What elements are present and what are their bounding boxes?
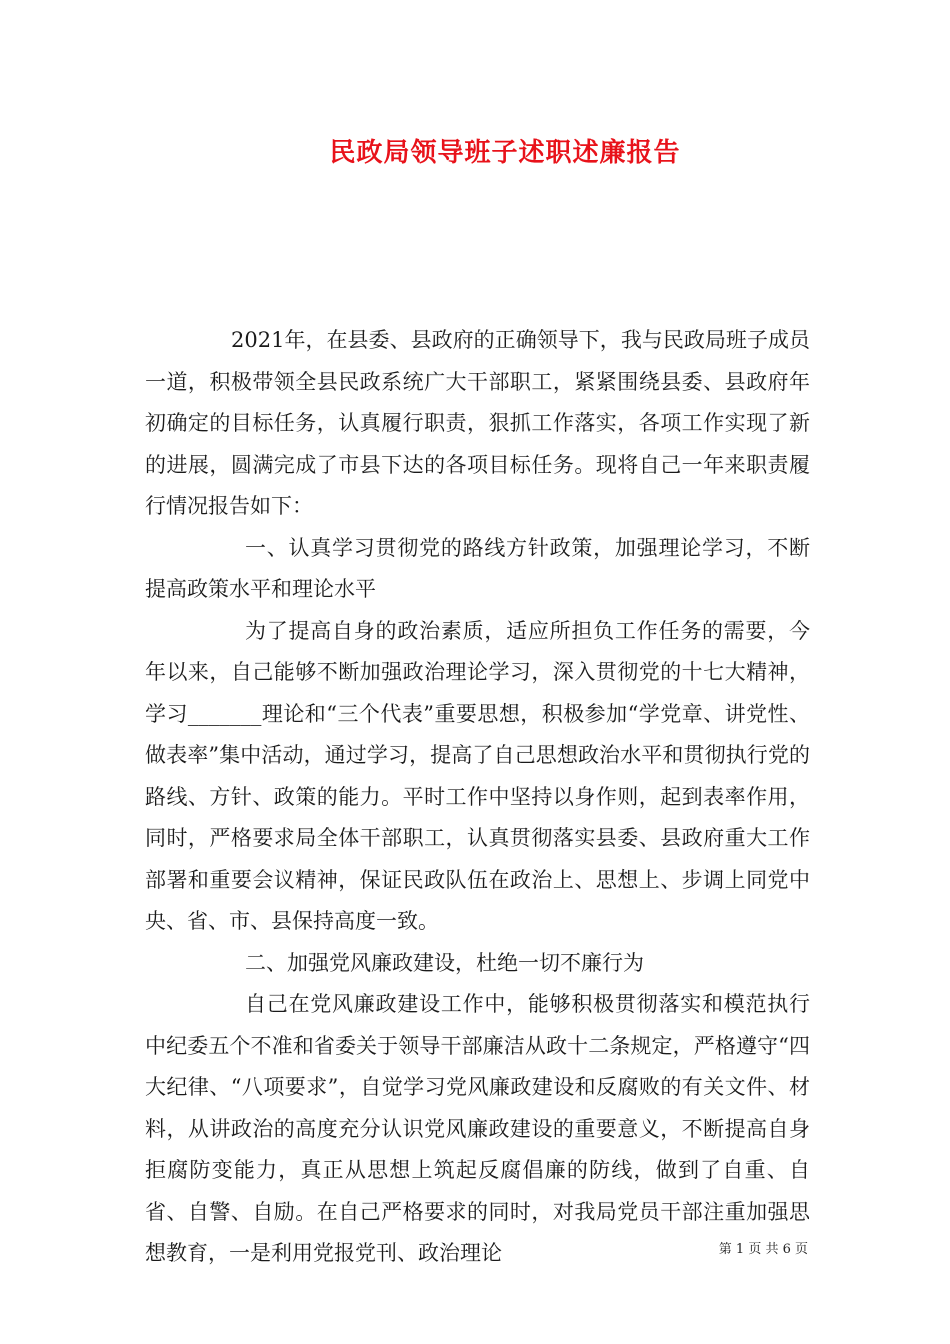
paragraph-section-1: 为了提高自身的政治素质，适应所担负工作任务的需要，今年以来，自己能够不断加强政治理论学习，深入贯彻党的十七大精神，学习_______理论和“三个代表”重要思想，积极参加“学党章、讲党性、做表率”集中活动，通过学习，提高了自己思想政治水平和贯彻执行党的路线、方针、政策的能力。平时工作中坚持以身作则，起到表率作用，同时，严格要求局全体干部职工，认真贯彻落实县委、县政府重大工作部署和重要会议精神，保证民政队伍在政治上、思想上、步调上同党中央、省、市、县保持高度一致。: [145, 618, 810, 933]
paragraph-intro: 2021年，在县委、县政府的正确领导下，我与民政局班子成员一道，积极带领全县民政系统广大干部职工，紧紧围绕县委、县政府年初确定的目标任务，认真履行职责，狠抓工作落实，各项工作实现了新的进展，圆满完成了市县下达的各项目标任务。现将自己一年来职责履行情况报告如下：: [145, 328, 810, 518]
page-number: 第 1 页 共 6 页: [718, 1242, 808, 1257]
paragraph-section-2: 自己在党风廉政建设工作中，能够积极贯彻落实和模范执行中纪委五个不准和省委关于领导干部廉洁从政十二条规定，严格遵守“四大纪律、“八项要求”，自觉学习党风廉政建设和反腐败的有关文件、材料，从讲政治的高度充分认识党风廉政建设的重要意义，不断提高自身拒腐防变能力，真正从思想上筑起反腐倡廉的防线，做到了自重、自省、自警、自励。在自己严格要求的同时，对我局党员干部注重加强思想教育，一是利用党报党刊、政治理论: [145, 992, 810, 1265]
section-heading-1: 一、认真学习贯彻党的路线方针政策，加强理论学习，不断提高政策水平和理论水平: [145, 535, 810, 601]
document-title: 民政局领导班子述职述廉报告: [329, 138, 681, 168]
section-heading-2: 二、加强党风廉政建设，杜绝一切不廉行为: [245, 950, 644, 975]
document-body: [145, 320, 810, 1275]
